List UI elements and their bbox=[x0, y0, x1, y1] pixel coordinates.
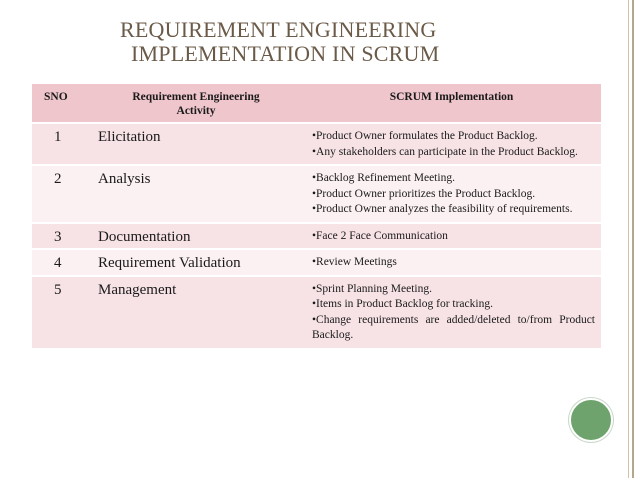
implementation-item: •Product Owner formulates the Product Backlog. bbox=[312, 130, 538, 142]
cell-activity: Analysis bbox=[98, 171, 151, 187]
cell-activity: Elicitation bbox=[98, 129, 161, 145]
table-header-row bbox=[32, 84, 601, 123]
cell-implementation bbox=[302, 223, 601, 250]
table-row bbox=[32, 276, 601, 348]
implementation-item: •Review Meetings bbox=[312, 256, 397, 268]
implementation-item: •Change requirements are added/deleted to/from Product Backlog. bbox=[312, 313, 595, 341]
slide-border-right-inner bbox=[628, 0, 629, 478]
cell-sno: 2 bbox=[54, 171, 62, 187]
slide-title-line-2: IMPLEMENTATION IN SCRUM bbox=[131, 41, 440, 66]
header-implementation: SCRUM Implementation bbox=[389, 91, 514, 103]
cell-implementation bbox=[302, 249, 601, 276]
slide-title-line-1: REQUIREMENT ENGINEERING bbox=[120, 17, 437, 42]
cell-sno: 4 bbox=[54, 255, 62, 271]
implementation-item: •Face 2 Face Communication bbox=[312, 229, 448, 242]
implementation-item: •Any stakeholders can participate in the Product Backlog. bbox=[312, 145, 578, 158]
cell-implementation bbox=[302, 123, 601, 165]
cell-sno: 1 bbox=[54, 129, 62, 145]
table-row bbox=[32, 123, 601, 165]
decorative-circle bbox=[569, 398, 613, 442]
table-row bbox=[32, 249, 601, 276]
slide-border-right bbox=[632, 0, 634, 478]
table-row bbox=[32, 223, 601, 250]
cell-activity: Management bbox=[98, 281, 177, 298]
table-body bbox=[32, 123, 601, 348]
header-activity bbox=[90, 84, 302, 123]
slide-title bbox=[120, 18, 520, 66]
implementation-item: •Sprint Planning Meeting. bbox=[312, 282, 432, 295]
table-row bbox=[32, 165, 601, 223]
implementation-item: •Product Owner prioritizes the Product Backlog. bbox=[312, 187, 536, 200]
cell-activity: Requirement Validation bbox=[98, 255, 241, 271]
cell-sno: 3 bbox=[54, 228, 62, 245]
header-sno: SNO bbox=[44, 91, 68, 103]
cell-activity: Documentation bbox=[98, 228, 191, 245]
header-activity-line-2: Activity bbox=[176, 105, 216, 117]
implementation-item: •Backlog Refinement Meeting. bbox=[312, 172, 455, 184]
implementation-item: •Product Owner analyzes the feasibility of requirements. bbox=[312, 203, 573, 215]
header-activity-line-1: Requirement Engineering bbox=[132, 91, 260, 103]
implementation-item: •Items in Product Backlog for tracking. bbox=[312, 298, 493, 310]
requirements-table bbox=[32, 84, 601, 348]
cell-sno: 5 bbox=[54, 281, 62, 298]
cell-implementation bbox=[302, 165, 601, 223]
cell-implementation bbox=[302, 276, 601, 348]
